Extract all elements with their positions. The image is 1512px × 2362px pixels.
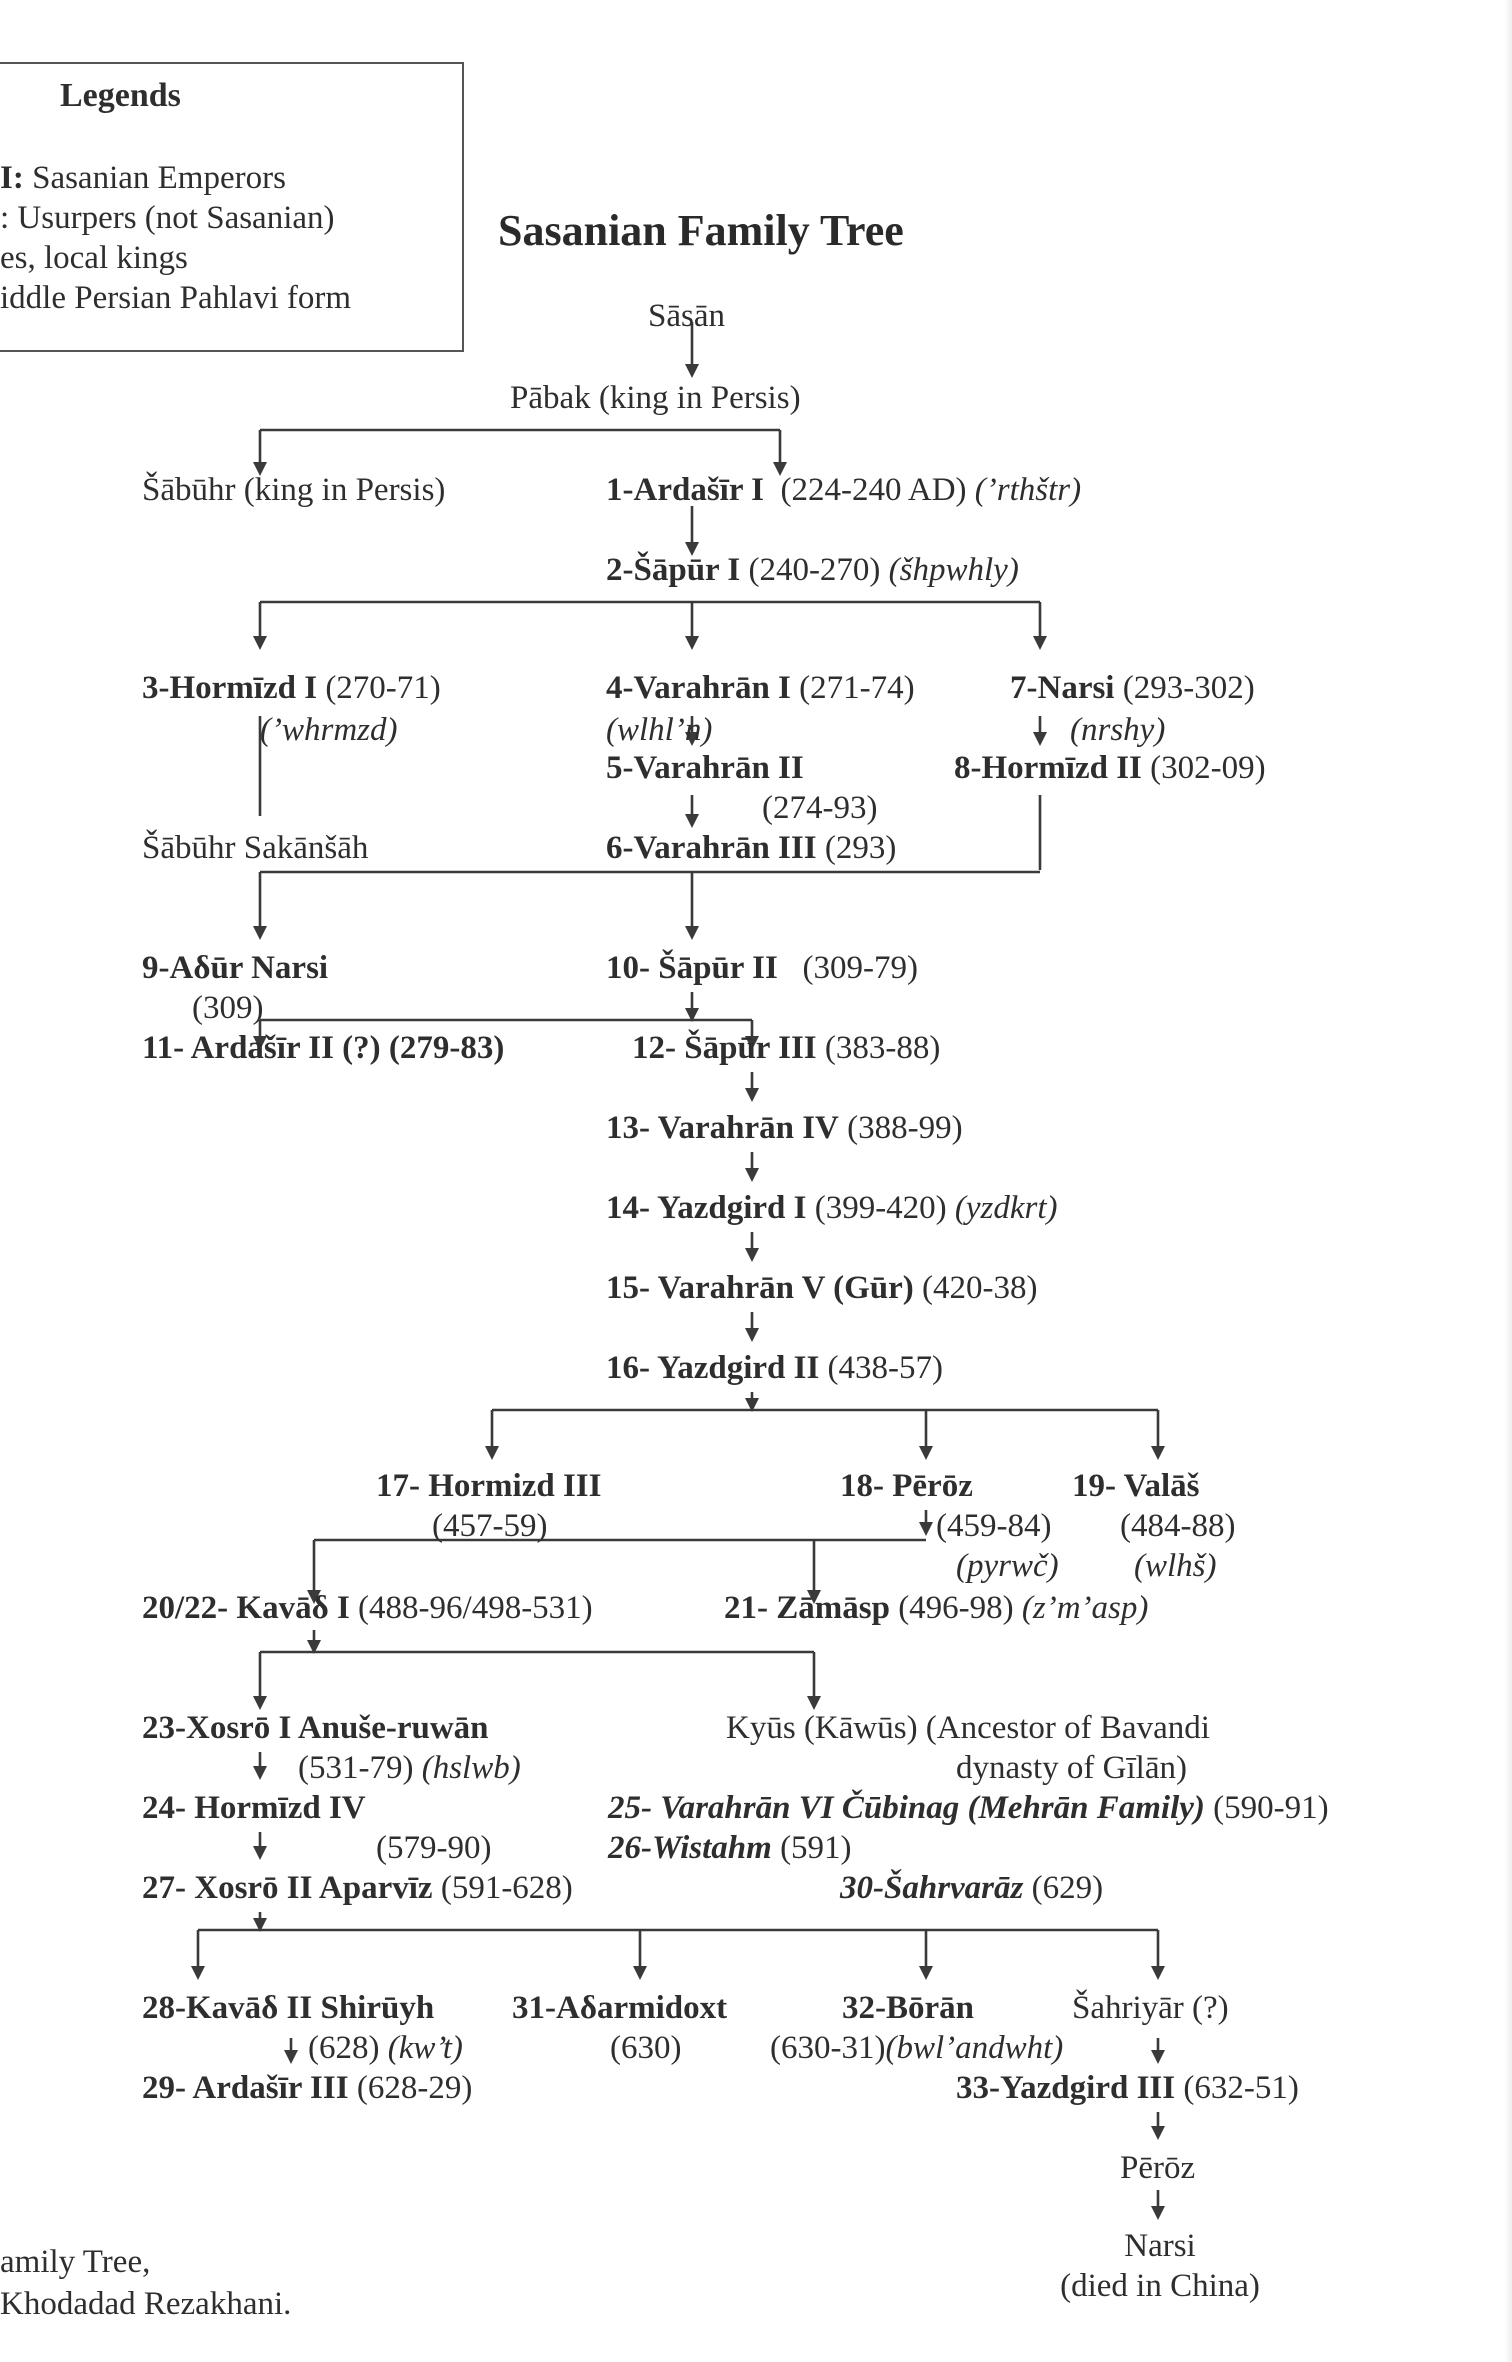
node-boran-dates: (630-31)(bwl’andwht)	[770, 2030, 1064, 2066]
node-kavad-1: 20/22- Kavāδ I (488-96/498-531)	[142, 1590, 593, 1626]
caption-line-1: amily Tree,	[0, 2244, 151, 2280]
legend-title: Legends	[60, 77, 181, 114]
node-varahran-5: 15- Varahrān V (Gūr) (420-38)	[606, 1270, 1038, 1306]
node-hormizd-3-dates: (457-59)	[432, 1508, 548, 1544]
node-peroz-pahlavi: (pyrwč)	[956, 1548, 1059, 1584]
node-yazdgird-2: 16- Yazdgird II (438-57)	[606, 1350, 944, 1386]
node-adarmidoxt: 31-Aδarmidoxt	[512, 1990, 728, 2026]
node-varahran-6: 25- Varahrān VI Čūbinag (Mehrān Family) (590-91)	[608, 1790, 1329, 1826]
node-yazdgird-1: 14- Yazdgird I (399-420) (yzdkrt)	[606, 1190, 1058, 1226]
node-varahran-4: 13- Varahrān IV (388-99)	[606, 1110, 963, 1146]
node-shapur-3: 12- Šāpūr III (383-88)	[632, 1030, 941, 1066]
node-kyus-line2: dynasty of Gīlān)	[956, 1750, 1187, 1786]
node-varahran-2: 5-Varahrān II	[606, 750, 804, 786]
node-xosro-1-dates: (531-79) (hslwb)	[298, 1750, 521, 1786]
node-narsi: 7-Narsi (293-302)	[1010, 670, 1255, 706]
node-sabuhr-sakansah: Šābūhr Sakānšāh	[142, 830, 369, 866]
node-sasan: Sāsān	[648, 298, 725, 334]
node-hormizd-1: 3-Hormīzd I (270-71)	[142, 670, 441, 706]
node-hormizd-4-dates: (579-90)	[376, 1830, 492, 1866]
node-varahran-3: 6-Varahrān III (293)	[606, 830, 897, 866]
page-edge-shadow	[1504, 0, 1512, 2362]
node-narsi-son: Narsi	[1124, 2228, 1196, 2264]
legend-item-emperors: I: Sasanian Emperors	[0, 160, 286, 196]
node-narsi-son-note: (died in China)	[1060, 2268, 1260, 2304]
node-narsi-pahlavi: (nrshy)	[1070, 712, 1166, 748]
node-ardashir-1: 1-Ardašīr I (224-240 AD) (’rthštr)	[606, 472, 1082, 508]
node-pabak: Pābak (king in Persis)	[510, 380, 801, 416]
node-sahriyar: Šahriyār (?)	[1072, 1990, 1229, 2026]
node-hormizd-4: 24- Hormīzd IV	[142, 1790, 366, 1826]
node-sabuhr-king-persis: Šābūhr (king in Persis)	[142, 472, 446, 508]
node-hormizd-3: 17- Hormizd III	[376, 1468, 602, 1504]
node-valas-pahlavi: (wlhš)	[1134, 1548, 1217, 1584]
legend-item-usurpers: : Usurpers (not Sasanian)	[0, 200, 335, 236]
node-valas-dates: (484-88)	[1120, 1508, 1236, 1544]
node-hormizd-2: 8-Hormīzd II (302-09)	[954, 750, 1266, 786]
node-hormizd-1-pahlavi: (’whrmzd)	[260, 712, 398, 748]
node-peroz: 18- Pērōz	[840, 1468, 973, 1504]
legend-item-local-kings: es, local kings	[0, 240, 188, 276]
node-kavad-2-dates: (628) (kw’t)	[308, 2030, 463, 2066]
node-peroz-son: Pērōz	[1120, 2150, 1196, 2186]
node-varahran-2-dates: (274-93)	[762, 790, 878, 826]
node-valas: 19- Valāš	[1072, 1468, 1200, 1504]
node-ardashir-2: 11- Ardašīr II (?) (279-83)	[142, 1030, 505, 1066]
node-zamasp: 21- Zāmāsp (496-98) (z’m’asp)	[724, 1590, 1149, 1626]
node-xosro-1: 23-Xosrō I Anuše-ruwān	[142, 1710, 489, 1746]
node-shapur-2: 10- Šāpūr II (309-79)	[606, 950, 919, 986]
node-kyus: Kyūs (Kāwūs) (Ancestor of Bavandi	[726, 1710, 1210, 1746]
node-varahran-1-pahlavi: (wlhl’n)	[606, 712, 713, 748]
legend-item-pahlavi: iddle Persian Pahlavi form	[0, 280, 352, 316]
node-wistahm: 26-Wistahm (591)	[608, 1830, 852, 1866]
node-kavad-2: 28-Kavāδ II Shirūyh	[142, 1990, 435, 2026]
node-boran: 32-Bōrān	[842, 1990, 974, 2026]
node-adur-narsi-dates: (309)	[192, 990, 264, 1026]
node-sahrvaraz: 30-Šahrvarāz (629)	[840, 1870, 1104, 1906]
node-shapur-1: 2-Šāpūr I (240-270) (šhpwhly)	[606, 552, 1019, 588]
node-ardashir-3: 29- Ardašīr III (628-29)	[142, 2070, 473, 2106]
node-adarmidoxt-dates: (630)	[610, 2030, 682, 2066]
page-title: Sasanian Family Tree	[498, 206, 904, 255]
node-adur-narsi: 9-Aδūr Narsi	[142, 950, 329, 986]
caption-line-2: Khodadad Rezakhani.	[0, 2286, 292, 2322]
node-xosro-2: 27- Xosrō II Aparvīz (591-628)	[142, 1870, 573, 1906]
node-varahran-1: 4-Varahrān I (271-74)	[606, 670, 915, 706]
node-peroz-dates: (459-84)	[936, 1508, 1052, 1544]
node-yazdgird-3: 33-Yazdgird III (632-51)	[956, 2070, 1299, 2106]
